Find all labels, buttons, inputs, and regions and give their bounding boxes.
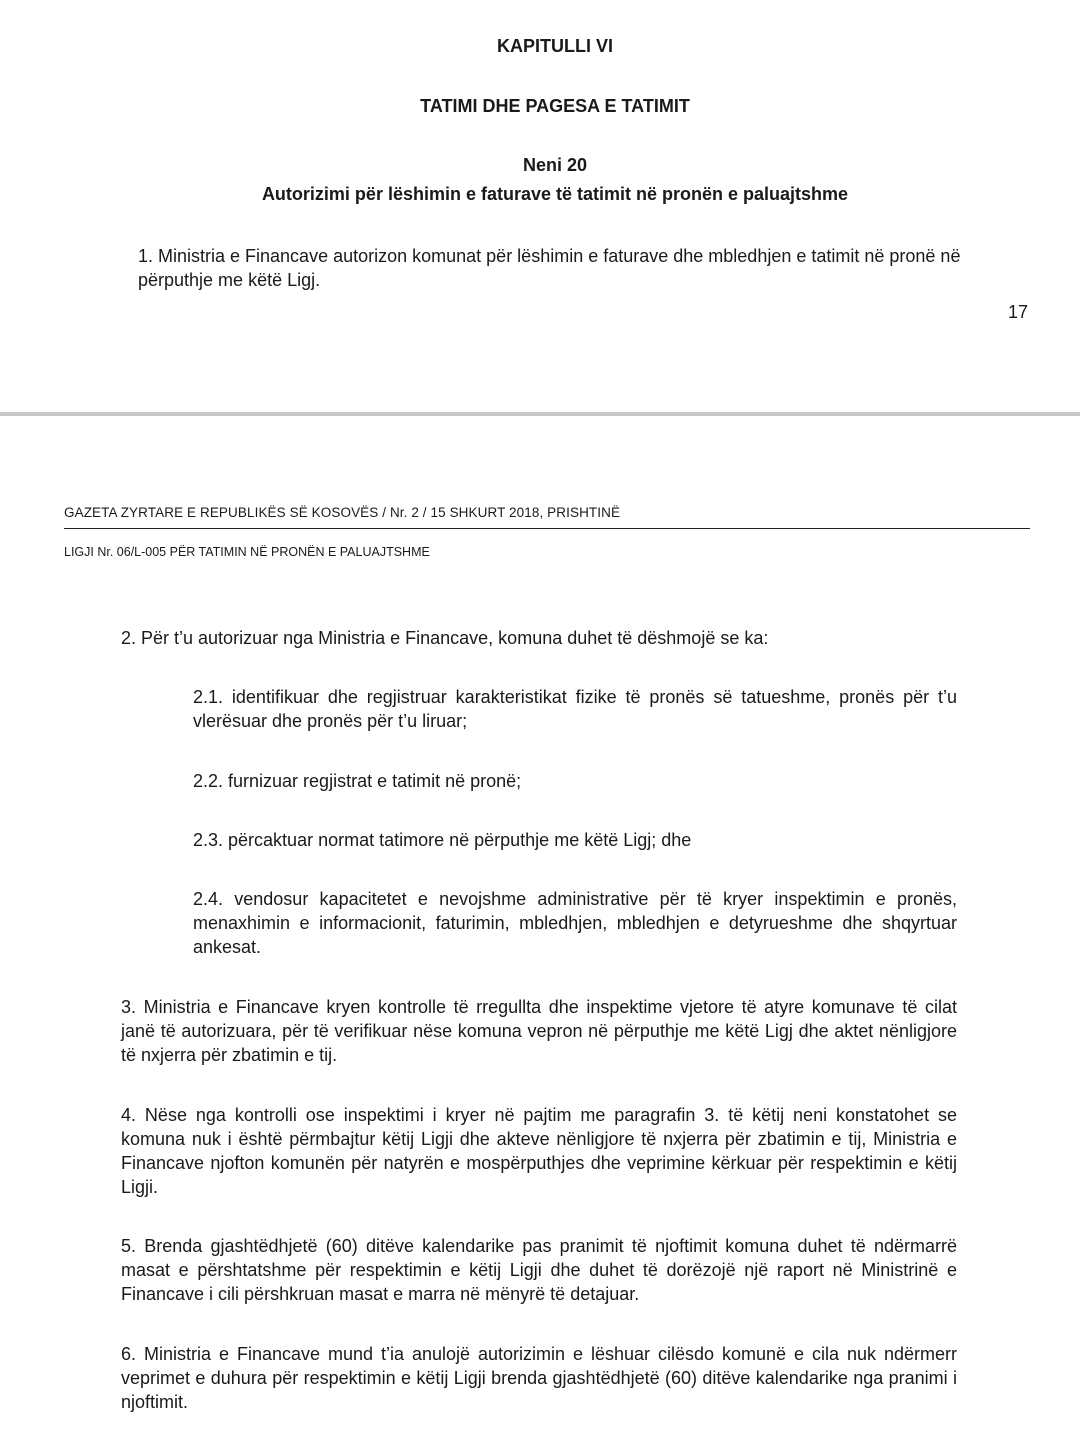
article-title: Autorizimi për lëshimin e faturave të tatimit në pronën e paluajtshme <box>261 184 849 204</box>
document-page-top <box>0 0 1080 412</box>
paragraph-4: 4. Nëse nga kontrolli ose inspektimi i kryer në pajtim me paragrafin 3. të këtij neni konstatohet se komuna nuk i është përmbajtur këtij Ligji dhe akteve nënligjore të nxjerra për zbatimin e tij, Ministria e Financave njofton komunën për natyrën e mospërputhjes dhe veprimine kërkuar për respektimin e këtij Ligji. <box>121 1105 957 1197</box>
article-number: Neni 20 <box>522 155 588 175</box>
paragraph-6: 6. Ministria e Financave mund t’ia anulojë autorizimin e lëshuar cilësdo komunë e cila nuk ndërmerr veprimet e duhura për respektimin e këtij Ligji brenda gjashtëdhjetë (60) ditëve kalendarike nga pranimi i njoftimit. <box>121 1344 957 1412</box>
paragraph-2: 2. Për t’u autorizuar nga Ministria e Financave, komuna duhet të dëshmojë se ka: <box>121 628 769 648</box>
header-rule <box>64 528 1030 529</box>
paragraph-2-2: 2.2. furnizuar regjistrat e tatimit në pronë; <box>193 771 522 791</box>
chapter-heading: KAPITULLI VI <box>497 36 613 56</box>
paragraph-3: 3. Ministria e Financave kryen kontrolle të rregullta dhe inspektime vjetore të atyre komunave të cilat janë të autorizuara, për të verifikuar nëse komuna vepron në përputhje me këtë Ligj dhe aktet nënligjore të nxjerra për zbatimin e tij. <box>121 997 957 1065</box>
paragraph-2-3: 2.3. përcaktuar normat tatimore në përputhje me këtë Ligj; dhe <box>193 830 692 850</box>
gazette-header: GAZETA ZYRTARE E REPUBLIKËS SË KOSOVËS / Nr. 2 / 15 SHKURT 2018, PRISHTINË <box>64 505 621 520</box>
chapter-title: TATIMI DHE PAGESA E TATIMIT <box>420 96 690 116</box>
paragraph-1: 1. Ministria e Financave autorizon komunat për lëshimin e faturave dhe mbledhjen e tatimit në pronë në përputhje me këtë Ligj. <box>138 246 961 290</box>
paragraph-2-1: 2.1. identifikuar dhe regjistruar karakteristikat fizike të pronës së tatueshme, pronës për t’u vlerësuar dhe pronës për t’u liruar; <box>193 687 957 731</box>
paragraph-5: 5. Brenda gjashtëdhjetë (60) ditëve kalendarike pas pranimit të njoftimit komuna duhet të ndërmarrë masat e përshtatshme për respektimin e këtij Ligji dhe duhet të dorëzojë një raport në Ministrinë e Financave i cili përshkruan masat e marra në mënyrë të detajuar. <box>121 1236 957 1304</box>
page-number: 17 <box>1007 302 1028 322</box>
paragraph-2-4: 2.4. vendosur kapacitetet e nevojshme administrative për të kryer inspektimin e pronës, menaxhimin e informacionit, faturimin, mbledhjen, mbledhjen e detyrueshme dhe shqyrtuar ankesat. <box>193 889 957 957</box>
law-subheader: LIGJI Nr. 06/L-005 PËR TATIMIN NË PRONËN E PALUAJTSHME <box>64 545 430 559</box>
